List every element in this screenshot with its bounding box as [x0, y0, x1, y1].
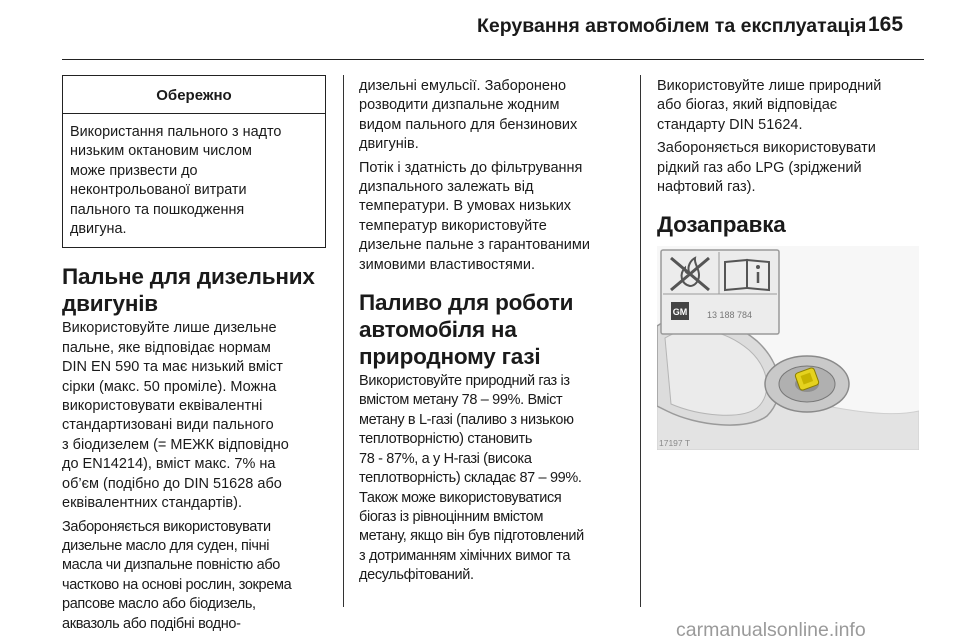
column-divider-2: [640, 75, 641, 607]
header-rule: [62, 59, 924, 60]
text-line: 78 - 87%, а у H-газі (висока: [359, 450, 532, 467]
text-line: біогаз із рівноцінним вмістом: [359, 508, 544, 525]
column-1: [62, 75, 330, 638]
text-line: пальне, яке відповідає нормам: [62, 339, 271, 356]
text-line: стандартизовані види пального: [62, 417, 274, 434]
natural-gas-paragraph-3: [657, 139, 925, 197]
column-2: [359, 77, 627, 590]
heading-line: Пальне для дизельних: [62, 264, 315, 290]
text-line: двигунів.: [359, 136, 419, 153]
text-line: температур використовуйте: [359, 217, 547, 234]
text-line: дизельне масло для суден, пічні: [62, 537, 270, 554]
text-line: Використовуйте лише природний: [657, 78, 882, 94]
natural-gas-fuel-heading: [359, 289, 627, 370]
text-line: еквівалентних стандартів).: [62, 495, 242, 512]
caution-line: пального та пошкодження: [70, 201, 245, 218]
caution-line: неконтрольованої витрати: [70, 182, 247, 199]
text-line: теплотворністю) становить: [359, 431, 533, 448]
text-line: Використовуйте лише дизельне: [62, 320, 277, 337]
caution-line: Використання пального з надто: [70, 124, 282, 140]
natural-gas-paragraph-1: [359, 372, 627, 585]
text-line: дизельні емульсії. Заборонено: [359, 78, 567, 94]
caution-title: Обережно: [63, 76, 325, 114]
text-line: вмістом метану 78 – 99%. Вміст: [359, 392, 563, 409]
heading-line: природному газі: [359, 344, 541, 370]
text-line: або біогаз, який відповідає: [657, 97, 838, 114]
text-line: Забороняється використовувати: [657, 140, 876, 157]
refuelling-heading: Дозаправка: [657, 212, 786, 238]
heading-line: двигунів: [62, 291, 158, 317]
footer-watermark: carmanualsonline.info: [676, 619, 866, 641]
text-line: теплотворність) складає 87 – 99%.: [359, 470, 582, 487]
text-line: використовувати еквівалентні: [62, 398, 263, 415]
caution-box: [62, 75, 326, 248]
caution-line: двигуна.: [70, 221, 127, 238]
text-line: метану в L-газі (паливо з низькою: [359, 411, 574, 428]
page-number: 165: [868, 13, 904, 36]
gm-logo-text: GM: [672, 307, 688, 317]
figure-id: 17197 T: [659, 438, 691, 448]
text-line: Використовуйте природний газ із: [359, 373, 570, 390]
text-line: розводити дизпальне жодним: [359, 97, 560, 114]
text-line: Також може використовуватися: [359, 489, 562, 506]
text-line: дизельне пальне з гарантованими: [359, 237, 590, 254]
caution-line: низьким октановим числом: [70, 143, 252, 160]
heading-line: Паливо для роботи: [359, 290, 574, 316]
text-line: видом пального для бензинових: [359, 116, 578, 133]
text-line: дизпального залежать від: [359, 179, 534, 196]
text-line: частково на основі рослин, зокрема: [62, 576, 292, 593]
diesel-fuel-heading: [62, 263, 330, 317]
text-line: температури. В умовах низьких: [359, 198, 572, 215]
header-title: Керування автомобілем та експлуатація: [477, 15, 867, 37]
column-3: [657, 77, 925, 238]
warning-label: [661, 250, 779, 334]
diesel-paragraph-3: [359, 77, 627, 155]
text-line: зимовими властивостями.: [359, 256, 536, 273]
text-line: аквазоль або подібні водно-: [62, 615, 241, 632]
text-line: сірки (макс. 50 проміле). Можна: [62, 378, 277, 395]
caution-text: [63, 114, 325, 247]
text-line: рідкий газ або LPG (зріджений: [657, 159, 862, 176]
caution-line: може призвести до: [70, 162, 198, 179]
text-line: з дотриманням хімічних вимог та: [359, 547, 571, 564]
diesel-paragraph-2: [62, 518, 330, 634]
diesel-paragraph-4: [359, 159, 627, 275]
text-line: стандарту DIN 51624.: [657, 116, 803, 133]
text-line: Забороняється використовувати: [62, 518, 271, 535]
text-line: нафтовий газ).: [657, 179, 756, 196]
refuelling-illustration: [657, 246, 919, 450]
text-line: з біодизелем (= МЕЖК відповідно: [62, 436, 289, 453]
column-divider-1: [343, 75, 344, 607]
label-code: 13 188 784: [707, 310, 753, 320]
text-line: до EN14214), вміст макс. 7% на: [62, 456, 276, 473]
heading-line: автомобіля на: [359, 317, 517, 343]
text-line: рапсове масло або біодизель,: [62, 596, 256, 613]
text-line: об’єм (подібно до DIN 51628 або: [62, 475, 282, 492]
text-line: десульфітований.: [359, 567, 474, 584]
natural-gas-paragraph-2: [657, 77, 925, 135]
text-line: DIN EN 590 та має низький вміст: [62, 359, 283, 376]
text-line: масла чи дизпальне повністю або: [62, 557, 280, 574]
text-line: метану, якщо він був підготовлений: [359, 528, 584, 545]
diesel-paragraph-1: [62, 319, 330, 513]
text-line: Потік і здатність до фільтрування: [359, 159, 583, 176]
